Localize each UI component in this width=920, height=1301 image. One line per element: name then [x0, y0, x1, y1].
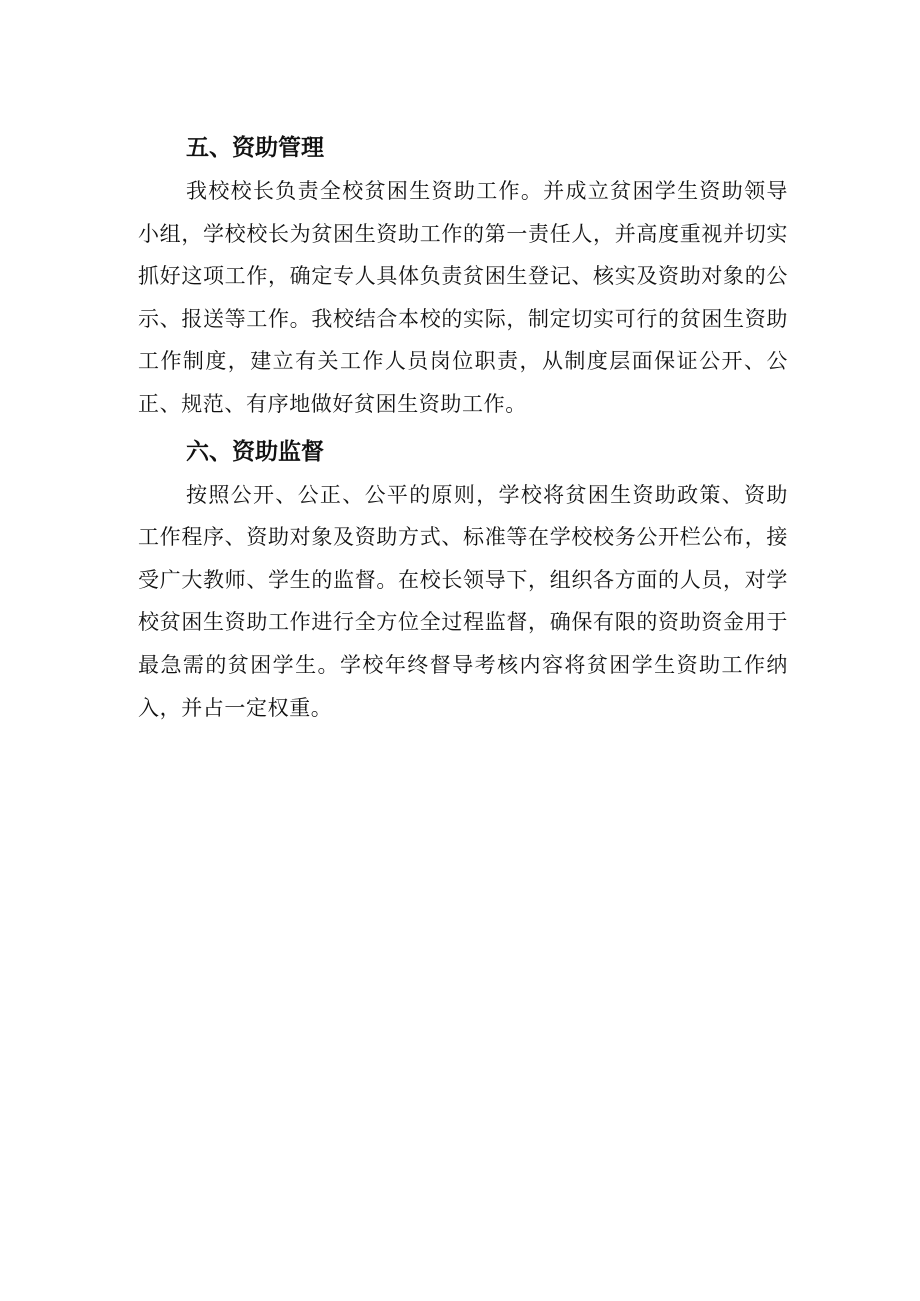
section-heading: 五、资助管理 — [186, 135, 324, 161]
section-funding-supervision — [138, 430, 788, 730]
document-body — [138, 126, 788, 729]
section-heading: 六、资助监督 — [186, 438, 324, 465]
section-paragraph: 按照公开、公正、公平的原则，学校将贫困生资助政策、资助工作程序、资助对象及资助方式、标准等在学校校务公开栏公布，接受广大教师、学生的监督。在校长领导下，组织各方面的人员，对学校贫困生资助工作进行全方位全过程监督，确保有限的资助资金用于最急需的贫困学生。学校年终督导考核内容将贫困学生资助工作纳入，并占一定权重。 — [138, 482, 788, 720]
section-paragraph: 我校校长负责全校贫困生资助工作。并成立贫困学生资助领导小组，学校校长为贫困生资助工作的第一责任人，并高度重视并切实抓好这项工作，确定专人具体负责贫困生登记、核实及资助对象的公示、报送等工作。我校结合本校的实际，制定切实可行的贫困生资助工作制度，建立有关工作人员岗位职责，从制度层面保证公开、公正、规范、有序地做好贫困生资助工作。 — [138, 179, 788, 416]
section-funding-management — [138, 126, 788, 426]
